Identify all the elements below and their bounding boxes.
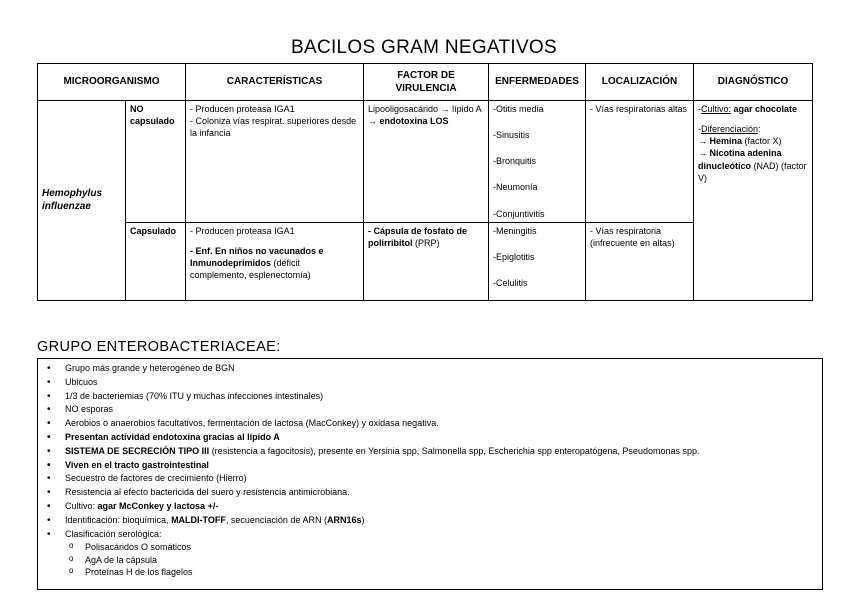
- bullet-list: [38, 359, 822, 579]
- list-item: • 1/3 de bacteriemias (70% ITU y muchas infecciones intestinales): [38, 390, 822, 404]
- no-capsulado-caracteristicas: [186, 101, 364, 223]
- header-enfermedades: ENFERMEDADES: [489, 64, 586, 101]
- item-mid: , secuenciación de ARN (: [225, 514, 327, 525]
- diferenciacion-line: -Diferenciación:: [698, 124, 761, 135]
- factor-bold: - Cápsula de fosfato de polirribitol: [368, 225, 468, 248]
- bacilos-table: [37, 63, 813, 301]
- capsulado-label: Capsulado: [126, 222, 186, 300]
- diagnostico-cell: [694, 101, 813, 301]
- disease-item: -Neumonía: [493, 182, 538, 193]
- header-factor-virulencia: FACTOR DE VIRULENCIA: [364, 64, 489, 101]
- list-item: • Ubicuos: [38, 376, 822, 390]
- disease-item: -Sinusitis: [493, 130, 530, 141]
- factor-rest: (PRP): [412, 237, 440, 248]
- car-line: [190, 245, 359, 281]
- car-rest: (déficit complemento, esplenectomía): [190, 257, 311, 281]
- sub-list-item: o AgA de la cápsula: [38, 554, 822, 567]
- no-capsulado-localizacion: - Vías respiratorias altas: [586, 101, 694, 223]
- nad-line: [698, 147, 808, 183]
- header-caracteristicas: CARACTERÍSTICAS: [186, 64, 364, 101]
- disease-item: -Epiglotitis: [493, 251, 535, 262]
- capsulado-localizacion: - Vías respiratoria (infrecuente en altas): [586, 222, 694, 300]
- list-item: [38, 528, 822, 579]
- hemina-line: [698, 135, 808, 147]
- diferenciacion-label: Diferenciación: [701, 124, 759, 135]
- enterobacteriaceae-box: [37, 358, 823, 590]
- list-item: • Presentan actividad endotoxina gracias al lípido A: [38, 431, 822, 445]
- car-bold: - Enf. En niños no vacunados e Inmunodeprimidos: [190, 245, 324, 268]
- list-item: • NO esporas: [38, 403, 822, 417]
- cultivo-value: agar chocolate: [731, 104, 798, 114]
- nad-bold: → Nicotina adenina dinucleótico: [698, 148, 782, 171]
- header-localizacion: LOCALIZACIÓN: [586, 64, 694, 101]
- list-item: • Grupo más grande y heterogéneo de BGN: [38, 362, 822, 376]
- item-text: Clasificación serológica:: [65, 528, 162, 539]
- item-pre: Identificación: bioquímica,: [65, 514, 172, 525]
- hemina-rest: (factor X): [742, 136, 782, 147]
- item-bold: agar McConkey y lactosa +/-: [97, 500, 219, 511]
- item-rest: (resistencia a fagocitosis), presente en Yersinia spp, Salmonella spp, Escherichia spp enteropatógena, Pseudomonas spp.: [209, 445, 700, 456]
- no-capsulado-factor: [364, 101, 489, 223]
- disease-item: -Celulitis: [493, 277, 528, 288]
- car-line: - Coloniza vías respirat. superiores desde la infancia: [190, 116, 357, 139]
- item-bold: SISTEMA DE SECRECIÓN TIPO III: [65, 445, 210, 456]
- sub-list-item: o Polisacáridos O somáticos: [38, 541, 822, 554]
- disease-item: -Conjuntivitis: [493, 208, 545, 219]
- capsulado-factor: [364, 222, 489, 300]
- list-item: • Aerobios o anaerobios facultativos, fermentación de lactosa (MacConkey) y oxidasa negativa.: [38, 417, 822, 431]
- hemina-bold: → Hemina: [698, 136, 743, 147]
- capsulado-enfermedades: [489, 222, 586, 300]
- no-capsulado-label: NO capsulado: [126, 101, 186, 223]
- list-item: • Secuestro de factores de crecimiento (Hierro): [38, 472, 822, 486]
- car-line: - Producen proteasa IGA1: [190, 225, 295, 236]
- list-item: [38, 514, 822, 528]
- table-row-no-capsulado: [38, 101, 813, 223]
- factor-text: Lipooligosacárido → lípido A →: [368, 104, 482, 127]
- page-title: BACILOS GRAM NEGATIVOS: [291, 37, 557, 58]
- disease-item: -Otitis media: [493, 104, 544, 114]
- item-pre: Cultivo:: [65, 500, 98, 511]
- table-header-row: [38, 64, 813, 101]
- organism-name: Hemophylus influenzae: [38, 101, 126, 301]
- cultivo-line: -Cultivo: agar chocolate: [698, 104, 798, 114]
- item-bold: MALDI-TOFF: [171, 514, 226, 525]
- car-line: - Producen proteasa IGA1: [190, 104, 295, 114]
- header-microorganismo: MICROORGANISMO: [38, 64, 186, 101]
- cultivo-label: Cultivo:: [701, 104, 732, 114]
- list-item: [38, 445, 822, 459]
- disease-item: -Bronquitis: [493, 156, 537, 167]
- nad-rest: (NAD) (factor V): [698, 160, 807, 183]
- no-capsulado-enfermedades: [489, 101, 586, 223]
- list-item: • Viven en el tracto gastrointestinal: [38, 459, 822, 473]
- factor-bold: endotoxina LOS: [379, 116, 449, 127]
- header-diagnostico: DIAGNÓSTICO: [694, 64, 813, 101]
- item-bold: ARN16s: [326, 514, 362, 525]
- sub-list: [38, 541, 822, 579]
- capsulado-caracteristicas: [186, 222, 364, 300]
- sub-list-item: o Proteínas H de los flagelos: [38, 566, 822, 579]
- item-end: ): [361, 514, 365, 525]
- list-item: [38, 500, 822, 514]
- disease-item: -Meningitis: [493, 225, 537, 236]
- section-title: GRUPO ENTEROBACTERIACEAE:: [37, 339, 281, 355]
- list-item: • Resistencia al efecto bactericida del suero y resistencia antimicrobiana.: [38, 486, 822, 500]
